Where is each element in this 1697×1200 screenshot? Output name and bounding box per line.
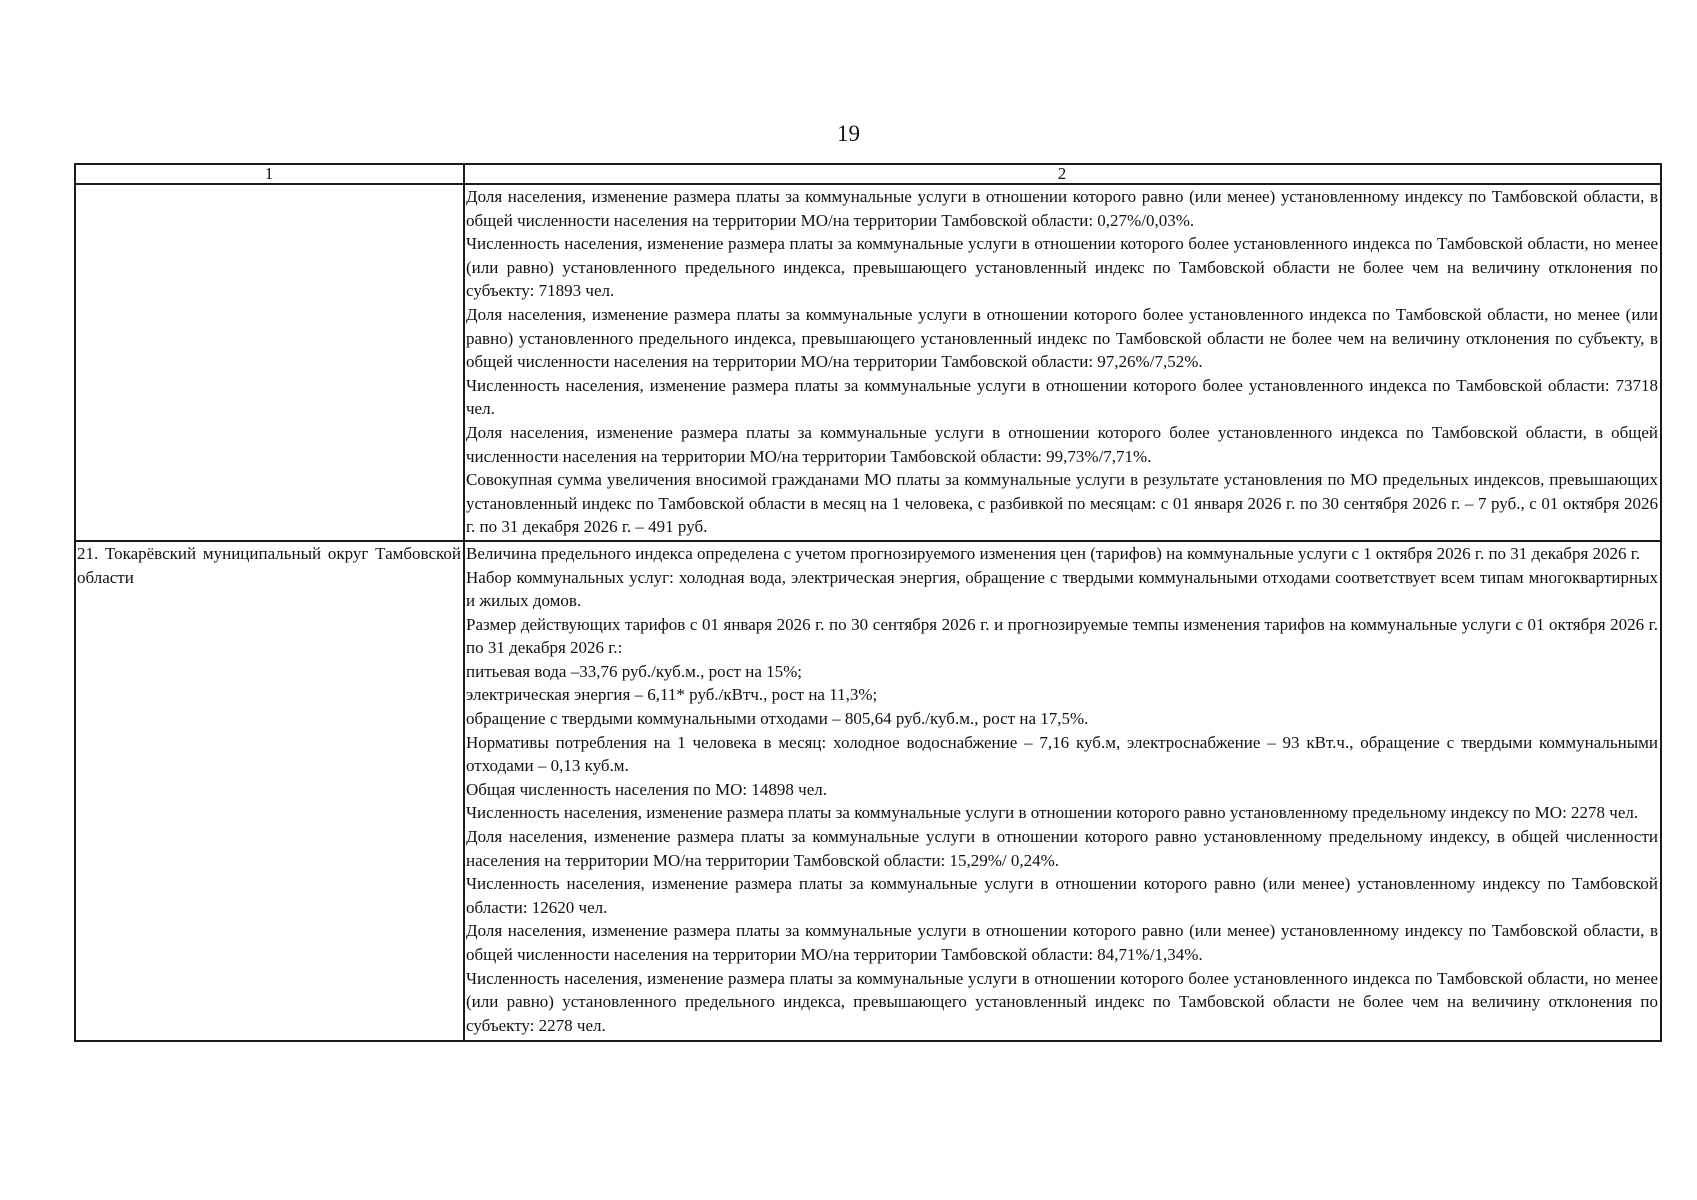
description-paragraph: Размер действующих тарифов с 01 января 2026 г. по 30 сентября 2026 г. и прогнозируемые темпы изменения тарифов на коммунальные услуги с 01 октября 2026 г. по 31 декабря 2026 г.:: [466, 614, 1658, 658]
description-paragraph: электрическая энергия – 6,11* руб./кВтч., рост на 11,3%;: [466, 685, 878, 705]
description-paragraph: Общая численность населения по МО: 14898 чел.: [466, 779, 827, 799]
description-paragraph: Доля населения, изменение размера платы за коммунальные услуги в отношении которого более установленного индекса по Тамбовской области, но менее (или равно) установленного предельного индекса, превышающего установленный индекс по Тамбовской области не более чем на величину отклонения по субъекту, в общей численности населения на территории МО/на территории Тамбовской области: 97,26%/7,52%.: [466, 304, 1658, 372]
description-paragraph: Доля населения, изменение размера платы за коммунальные услуги в отношении которого равно (или менее) установленному индексу по Тамбовской области, в общей численности населения на территории МО/на территории Тамбовской области: 0,27%/0,03%.: [466, 187, 1658, 230]
page-number: 19: [837, 121, 860, 146]
description-paragraph: питьевая вода –33,76 руб./куб.м., рост на 15%;: [466, 661, 803, 681]
document-table: [74, 163, 1662, 1042]
column-header-2: 2: [464, 164, 1661, 184]
description-paragraph: Набор коммунальных услуг: холодная вода, электрическая энергия, обращение с твердыми коммунальными отходами соответствует всем типам многоквартирных и жилых домов.: [466, 567, 1658, 611]
description-paragraph: Численность населения, изменение размера платы за коммунальные услуги в отношении которого равно (или менее) установленному индексу по Тамбовской области: 12620 чел.: [466, 874, 1658, 917]
description-paragraph: Величина предельного индекса определена с учетом прогнозируемого изменения цен (тарифов) на коммунальные услуги с 1 октября 2026 г. по 31 декабря 2026 г.: [466, 543, 1641, 563]
description-cell: [464, 184, 1661, 541]
description-paragraph: Доля населения, изменение размера платы за коммунальные услуги в отношении которого равно (или менее) установленному индексу по Тамбовской области, в общей численности населения на территории МО/на территории Тамбовской области: 84,71%/1,34%.: [466, 921, 1658, 964]
table-row: [75, 541, 1661, 1041]
municipality-name-cell: [75, 184, 464, 541]
description-cell: [464, 541, 1661, 1041]
description-paragraph: Совокупная сумма увеличения вносимой гражданами МО платы за коммунальные услуги в результате установления по МО предельных индексов, превышающих установленный индекс по Тамбовской области в месяц на 1 человека, с разбивкой по месяцам: с 01 января 2026 г. по 30 сентября 2026 г. – 7 руб., с 01 октября 2026 г. по 31 декабря 2026 г. – 491 руб.: [466, 470, 1658, 537]
description-paragraph: Численность населения, изменение размера платы за коммунальные услуги в отношении которого равно установленному предельному индексу по МО: 2278 чел.: [466, 803, 1639, 823]
description-paragraph: Численность населения, изменение размера платы за коммунальные услуги в отношении которого более установленного индекса по Тамбовской области, но менее (или равно) установленного предельного индекса, превышающего установленный индекс по Тамбовской области не более чем на величину отклонения по субъекту: 2278 чел.: [466, 968, 1658, 1035]
table-header-row: [75, 164, 1661, 184]
description-paragraph: Численность населения, изменение размера платы за коммунальные услуги в отношении которого более установленного индекса по Тамбовской области: 73718 чел.: [466, 375, 1658, 419]
municipality-name-cell: 21. Токарёвский муниципальный округ Тамбовской области: [75, 541, 464, 1041]
description-paragraph: Доля населения, изменение размера платы за коммунальные услуги в отношении которого более установленного индекса по Тамбовской области, в общей численности населения на территории МО/на территории Тамбовской области: 99,73%/7,71%.: [466, 422, 1658, 466]
description-paragraph: Доля населения, изменение размера платы за коммунальные услуги в отношении которого равно установленному предельному индексу, в общей численности населения на территории МО/на территории Тамбовской области: 15,29%/ 0,24%.: [466, 827, 1658, 870]
table-row: [75, 184, 1661, 541]
description-paragraph: Нормативы потребления на 1 человека в месяц: холодное водоснабжение – 7,16 куб.м, электроснабжение – 93 кВт.ч., обращение с твердыми коммунальными отходами – 0,13 куб.м.: [466, 732, 1658, 776]
description-paragraph: обращение с твердыми коммунальными отходами – 805,64 руб./куб.м., рост на 17,5%.: [466, 709, 1089, 729]
column-header-1: 1: [75, 164, 464, 184]
description-paragraph: Численность населения, изменение размера платы за коммунальные услуги в отношении которого более установленного индекса по Тамбовской области, но менее (или равно) установленного предельного индекса, превышающего установленный индекс по Тамбовской области не более чем на величину отклонения по субъекту: 71893 чел.: [466, 234, 1658, 301]
